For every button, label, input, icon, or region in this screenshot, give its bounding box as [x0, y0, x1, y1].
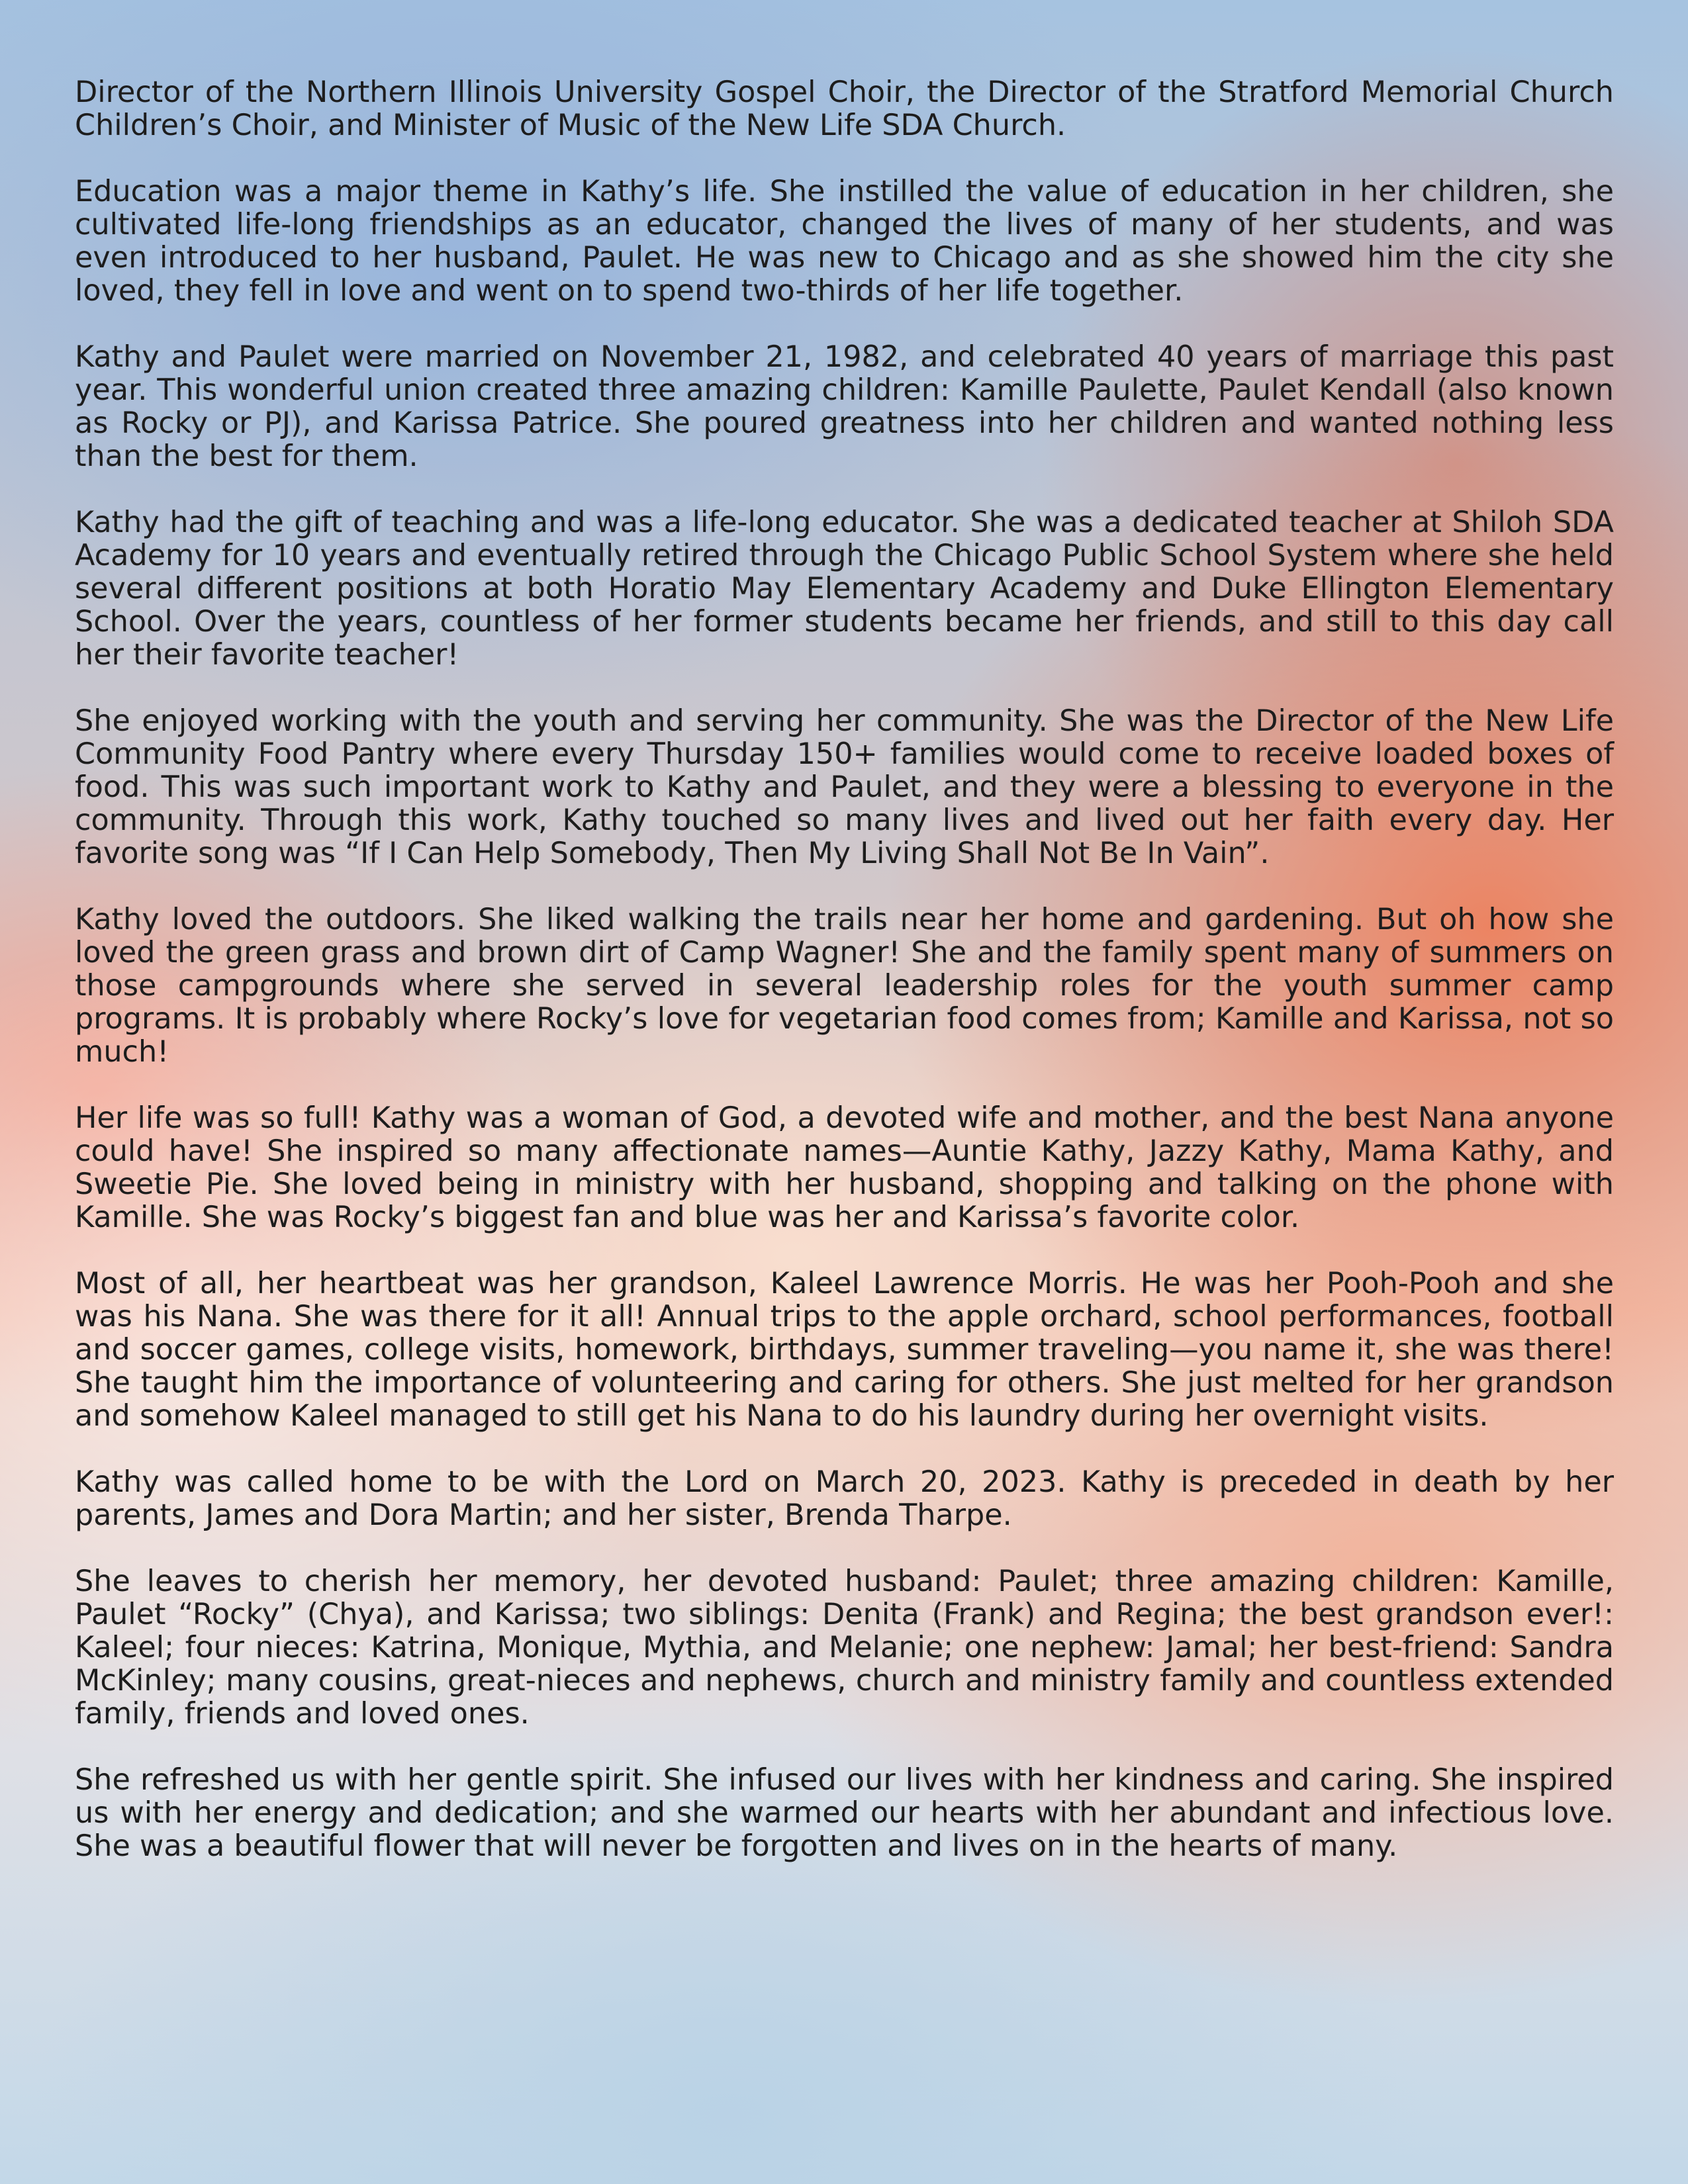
- paragraph-closing: She refreshed us with her gentle spirit. She infused our lives with her kindness and caring. She inspired us with her energy and dedication; and she warmed our hearts with her abundant and infectious love. She was a beautiful flower that will never be forgotten and lives on in the hearts of many.: [75, 1763, 1614, 1863]
- paragraph-education: Education was a major theme in Kathy’s life. She instilled the value of education in her children, she cultivated life-long friendships as an educator, changed the lives of many of her students, and was even introduced to her husband, Paulet. He was new to Chicago and as she showed him the city she loved, they fell in love and went on to spend two-thirds of her life together.: [75, 175, 1614, 308]
- paragraph-teaching: Kathy had the gift of teaching and was a life-long educator. She was a dedicated teacher at Shiloh SDA Academy for 10 years and eventually retired through the Chicago Public School System where she held several different positions at both Horatio May Elementary Academy and Duke Ellington Elementary School. Over the years, countless of her former students became her friends, and still to this day call her their favorite teacher!: [75, 506, 1614, 672]
- paragraph-grandson: Most of all, her heartbeat was her grandson, Kaleel Lawrence Morris. He was her Pooh-Pooh and she was his Nana. She was there for it all! Annual trips to the apple orchard, school performances, football and soccer games, college visits, homework, birthdays, summer traveling—you name it, she was there! She taught him the importance of volunteering and caring for others. She just melted for her grandson and somehow Kaleel managed to still get his Nana to do his laundry during her overnight visits.: [75, 1267, 1614, 1433]
- paragraph-choir-director: Director of the Northern Illinois University Gospel Choir, the Director of the Stratford Memorial Church Children’s Choir, and Minister of Music of the New Life SDA Church.: [75, 75, 1614, 142]
- paragraph-community: She enjoyed working with the youth and serving her community. She was the Director of the New Life Community Food Pantry where every Thursday 150+ families would come to receive loaded boxes of food. This was such important work to Kathy and Paulet, and they were a blessing to everyone in the community. Through this work, Kathy touched so many lives and lived out her faith every day. Her favorite song was “If I Can Help Somebody, Then My Living Shall Not Be In Vain”.: [75, 704, 1614, 870]
- paragraph-survivors: She leaves to cherish her memory, her devoted husband: Paulet; three amazing children: Kamille, Paulet “Rocky” (Chya), and Karissa; two siblings: Denita (Frank) and Regina; the best grandson ever!: Kaleel; four nieces: Katrina, Monique, Mythia, and Melanie; one nephew: Jamal; her best-friend: Sandra McKinley; many cousins, great-nieces and nephews, church and ministry family and countless extended family, friends and loved ones.: [75, 1565, 1614, 1731]
- paragraph-marriage: Kathy and Paulet were married on November 21, 1982, and celebrated 40 years of marriage this past year. This wonderful union created three amazing children: Kamille Paulette, Paulet Kendall (also known as Rocky or PJ), and Karissa Patrice. She poured greatness into her children and wanted nothing less than the best for them.: [75, 340, 1614, 473]
- paragraph-full-life: Her life was so full! Kathy was a woman of God, a devoted wife and mother, and the best Nana anyone could have! She inspired so many affectionate names—Auntie Kathy, Jazzy Kathy, Mama Kathy, and Sweetie Pie. She loved being in ministry with her husband, shopping and talking on the phone with Kamille. She was Rocky’s biggest fan and blue was her and Karissa’s favorite color.: [75, 1101, 1614, 1234]
- paragraph-outdoors: Kathy loved the outdoors. She liked walking the trails near her home and gardening. But oh how she loved the green grass and brown dirt of Camp Wagner! She and the family spent many of summers on those campgrounds where she served in several leadership roles for the youth summer camp programs. It is probably where Rocky’s love for vegetarian food comes from; Kamille and Karissa, not so much!: [75, 903, 1614, 1069]
- obituary-body: [75, 76, 1614, 1896]
- paragraph-called-home: Kathy was called home to be with the Lord on March 20, 2023. Kathy is preceded in death by her parents, James and Dora Martin; and her sister, Brenda Tharpe.: [75, 1465, 1614, 1532]
